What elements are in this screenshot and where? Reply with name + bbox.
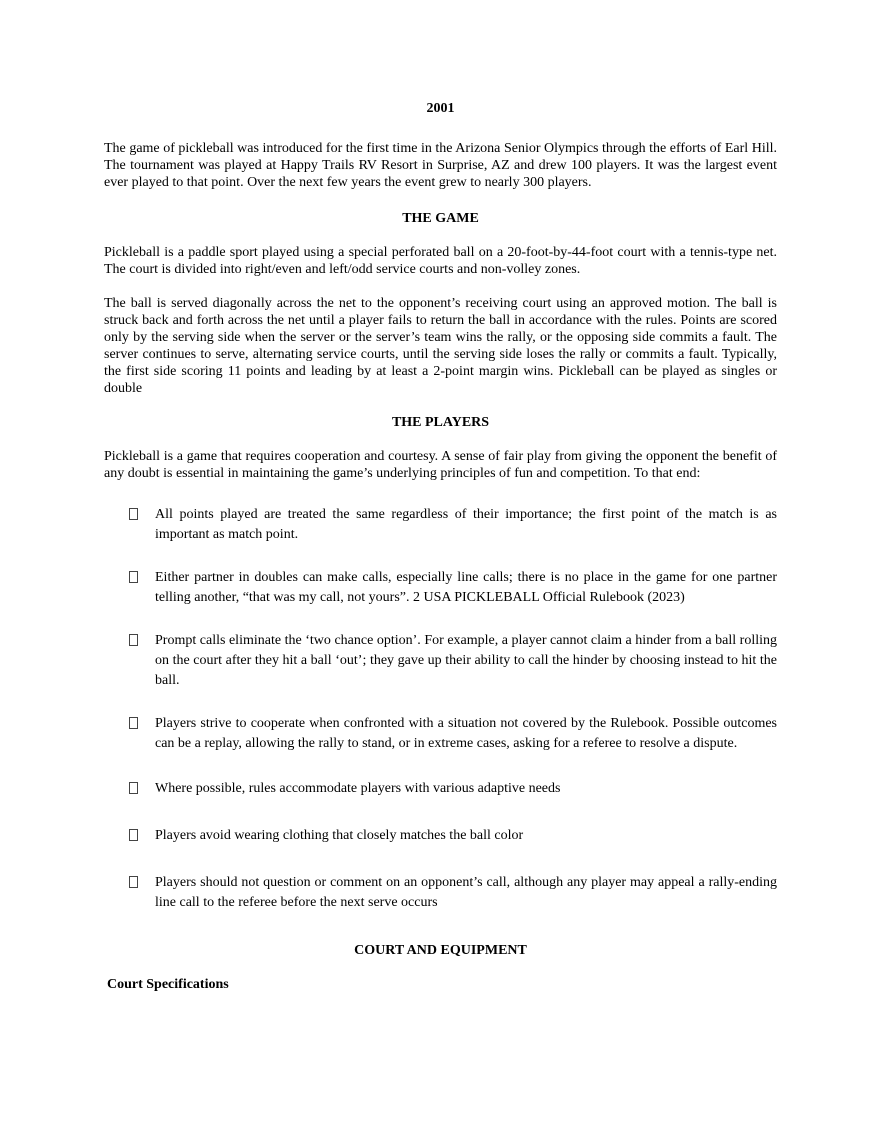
document-page [104, 100, 777, 993]
missing-glyph-box-icon [129, 876, 138, 888]
missing-glyph-box-icon [129, 571, 138, 583]
list-spacer [104, 846, 777, 873]
paragraph-players: Pickleball is a game that requires cooperation and courtesy. A sense of fair play from giving the opponent the benefit of any doubt is essential in maintaining the game’s underlying principles of fun and competition. To that end: [104, 449, 777, 481]
list-item-text: Where possible, rules accommodate players with various adaptive needs [155, 781, 561, 796]
missing-glyph-box-icon [129, 508, 138, 520]
list-item [104, 826, 777, 846]
list-item-text: Either partner in doubles can make calls, especially line calls; there is no place in the game for one partner telling another, “that was my call, not yours”. 2 USA PICKLEBALL Official Rulebook (2023) [155, 570, 777, 605]
list-item [104, 714, 777, 754]
paragraph-game-2: The ball is served diagonally across the net to the opponent’s receiving court using an approved motion. The ball is struck back and forth across the net until a player fails to return the ball in accordance with the rules. Points are scored only by the serving side when the server or the server’s team wins the rally, or the opposing side commits a fault. The server continues to serve, alternating service courts, until the serving side loses the rally or commits a fault. Typically, the first side scoring 11 points and leading by at least a 2-point margin wins. Pickleball can be played as singles or double [104, 296, 777, 396]
list-item-text: Prompt calls eliminate the ‘two chance option’. For example, a player cannot claim a hinder from a ball rolling on the court after they hit a ball ‘out’; they gave up their ability to call the hinder by choosing instead to hit the ball. [155, 633, 777, 688]
heading-the-game: THE GAME [402, 211, 479, 226]
list-item [104, 568, 777, 608]
list-item [104, 873, 777, 913]
heading-2001: 2001 [426, 101, 455, 116]
list-spacer [104, 608, 777, 631]
missing-glyph-box-icon [129, 782, 138, 794]
subheading-court-specifications: Court Specifications [107, 977, 229, 992]
list-spacer [104, 691, 777, 714]
heading-court-and-equipment: COURT AND EQUIPMENT [354, 943, 527, 958]
list-item [104, 505, 777, 545]
missing-glyph-box-icon [129, 829, 138, 841]
heading-the-players: THE PLAYERS [391, 415, 490, 430]
list-item-text: Players avoid wearing clothing that closely matches the ball color [155, 828, 524, 843]
list-item-text: Players strive to cooperate when confronted with a situation not covered by the Rulebook. Possible outcomes can be a replay, allowing the rally to stand, or in extreme cases, asking for a referee to resolve a dispute. [155, 716, 777, 751]
missing-glyph-box-icon [129, 634, 138, 646]
list-spacer [104, 545, 777, 568]
paragraph-2001: The game of pickleball was introduced for the first time in the Arizona Senior Olympics through the efforts of Earl Hill. The tournament was played at Happy Trails RV Resort in Surprise, AZ and drew 100 players. It was the largest event ever played to that point. Over the next few years the event grew to nearly 300 players. [104, 141, 777, 190]
list-item-text: All points played are treated the same regardless of their importance; the first point of the match is as important as match point. [155, 507, 777, 542]
players-bullet-list [104, 505, 777, 913]
list-item [104, 631, 777, 691]
paragraph-game-1: Pickleball is a paddle sport played using a special perforated ball on a 20-foot-by-44-foot court with a tennis-type net. The court is divided into right/even and left/odd service courts and non-volley zones. [104, 245, 777, 277]
list-item-text: Players should not question or comment on an opponent’s call, although any player may appeal a rally-ending line call to the referee before the next serve occurs [155, 875, 777, 910]
list-spacer [104, 754, 777, 779]
missing-glyph-box-icon [129, 717, 138, 729]
list-item [104, 779, 777, 799]
list-spacer [104, 799, 777, 826]
